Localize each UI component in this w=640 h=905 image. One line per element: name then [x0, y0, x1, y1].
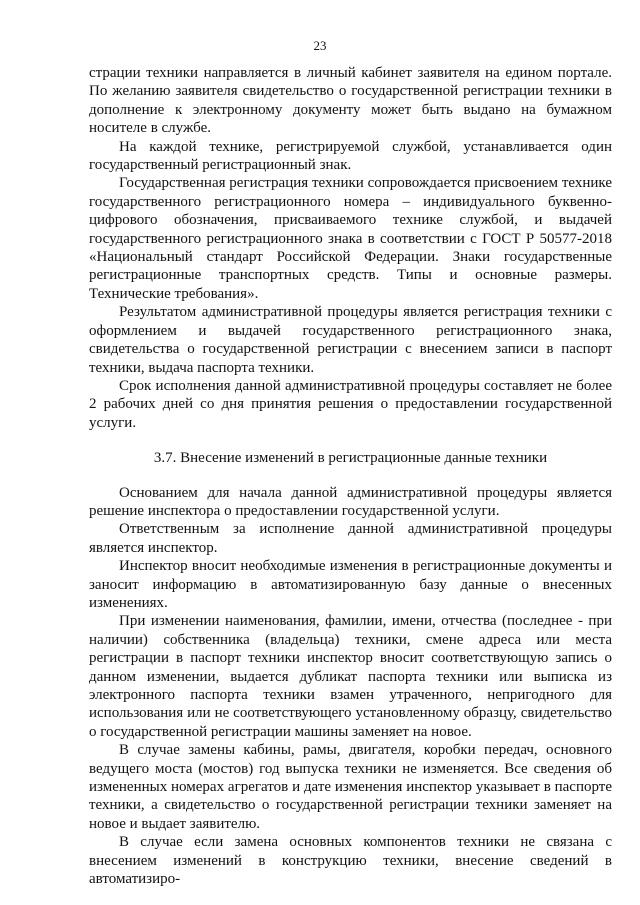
- paragraph: В случае если замена основных компонентов техники не связана с внесением изменений в конструкцию техники, внесение сведений в автоматизиро-: [89, 834, 612, 888]
- paragraph: На каждой технике, регистрируемой службой, устанавливается один государственный регистрационный знак.: [89, 138, 612, 174]
- paragraph-continuation: страции техники направляется в личный кабинет заявителя на едином портале. По желанию заявителя свидетельство о государственной регистрации техники в дополнение к электронному документу может быть выдано на бумажном носителе в службе.: [89, 65, 612, 137]
- paragraph: Основанием для начала данной административной процедуры является решение инспектора о предоставлении государственной услуги.: [89, 484, 612, 519]
- paragraph: В случае замены кабины, рамы, двигателя, коробки передач, основного ведущего моста (мостов) год выпуска техники не изменяется. Все сведения об измененных номерах агрегатов и дате изменения инспектор указывает в паспорте техники, а свидетельство о государственной регистрации техники заменяет на новое и выдает заявителю.: [89, 742, 612, 832]
- paragraph: Ответственным за исполнение данной административной процедуры является инспектор.: [89, 521, 612, 556]
- paragraph: Срок исполнения данной административной процедуры составляет не более 2 рабочих дней со дня принятия решения о предоставлении государственной услуги.: [89, 377, 612, 431]
- paragraph: Результатом административной процедуры является регистрация техники с оформлением и выдачей государственного регистрационного знака, свидетельства о государственной регистрации с внесением записи в паспорт техники, выдача паспорта техники.: [89, 304, 612, 376]
- section-heading: 3.7. Внесение изменений в регистрационные данные техники: [153, 450, 548, 467]
- page-number: 23: [313, 38, 327, 53]
- paragraph: Инспектор вносит необходимые изменения в регистрационные документы и заносит информацию в автоматизированную базу данные о внесенных изменениях.: [89, 558, 612, 611]
- paragraph: При изменении наименования, фамилии, имени, отчества (последнее - при наличии) собственника (владельца) техники, смене адреса или места регистрации в паспорт техники инспектор вносит соответствующую запись о данном изменении, выдается дубликат паспорта техники или выписка из электронного паспорта техники взамен утраченного, непригодного для использования или не соответствующего установленному образцу, свидетельство о государственной регистрации машины заменяет на новое.: [89, 613, 612, 740]
- document-body: [89, 64, 612, 888]
- paragraph: Государственная регистрация техники сопровождается присвоением технике государственного регистрационного номера – индивидуального буквенно-цифрового обозначения, присваиваемого технике службой, и выдачей государственного регистрационного знака в соответствии с ГОСТ Р 50577-2018 «Национальный стандарт Российской Федерации. Знаки государственные регистрационные транспортных средств. Типы и основные размеры. Технические требования».: [89, 175, 612, 302]
